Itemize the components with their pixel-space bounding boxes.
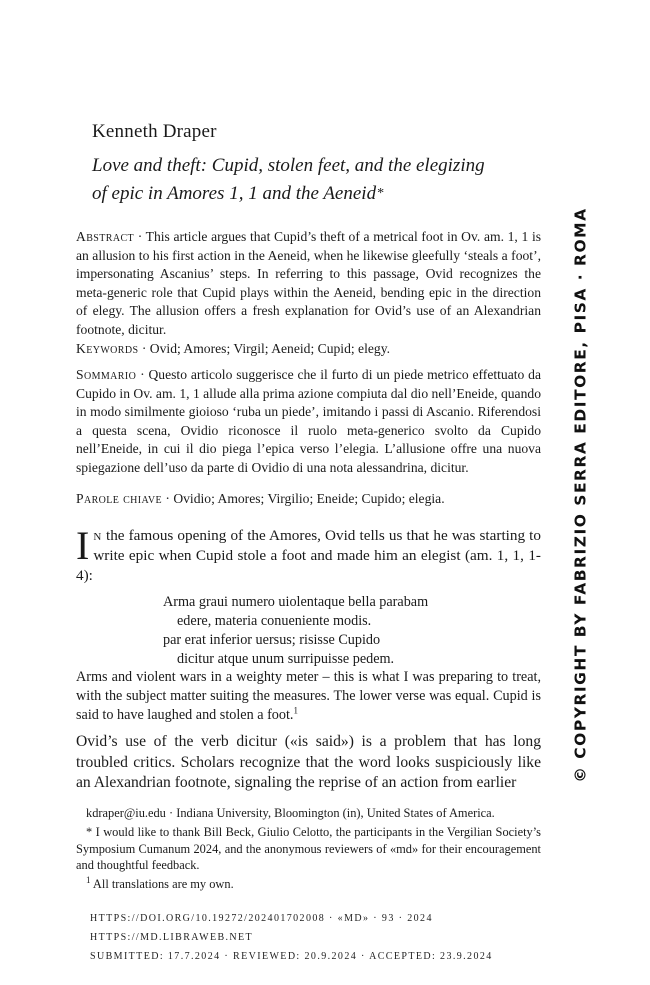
intro-text: the famous opening of the Amores, Ovid tells us that he was starting to write epic when Cupid stole a foot and made him an elegist (am. 1, 1, 1-4): (76, 527, 541, 584)
article-title (92, 152, 532, 208)
ack-marker: * (86, 825, 93, 840)
copyright-text: © COPYRIGHT BY FABRIZIO SERRA EDITORE, PISA · ROMA (572, 206, 590, 783)
translation-text: Arms and violent wars in a weighty meter – this is what I was preparing to treat, with the subject matter suiting the measures. The lower verse was equal. Cupid is said to have laughed and stolen a foot. (76, 669, 541, 723)
sommario-separator: · (136, 367, 149, 382)
keywords-text: Ovid; Amores; Virgil; Aeneid; Cupid; elegy. (149, 341, 391, 356)
ack-text: I would like to thank Bill Beck, Giulio Celotto, the participants in the Vergilian Society’s Symposium Cumanum 2024, and the anonymous reviewers of «md» for their encouragement and thoughtful feedback. (76, 825, 541, 872)
copyright-notice (566, 206, 596, 783)
verse-quotation (163, 593, 428, 669)
verse-line: edere, materia conueniente modis. (177, 613, 372, 629)
sommario (76, 366, 541, 478)
abstract-separator: · (134, 229, 146, 244)
footnote-1 (76, 876, 541, 892)
keywords (76, 340, 541, 359)
doi-line[interactable]: HTTPS://DOI.ORG/10.19272/202401702008 · «MD» · 93 · 2024 (90, 913, 433, 924)
abstract-label: Abstract (76, 229, 135, 244)
drop-cap: I (76, 523, 90, 568)
sommario-text: Questo articolo suggerisce che il furto di un piede metrico effettuato da Cupido in Ov. am. 1, 1 allude alla prima azione compiuta dal dio nell’Eneide, quando in modo similmente gioioso ‘ruba un piede’, imitando i passi di Ascanio. Riferendosi a questa scena, Ovidio riconosce il ruolo meta-generico svolto da Cupido nell’Eneide, in cui il dio piega l’epica verso l’elegia. L’allusione offre una nuova spiegazione dell’uso da parte di Ovidio di una nota alessandrina, dicitur. (76, 367, 542, 475)
parole-chiave (76, 490, 541, 509)
verse-line: Arma graui numero uiolentaque bella parabam (163, 594, 429, 610)
footnote-ref-1: 1 (293, 705, 298, 716)
parole-chiave-separator: · (161, 491, 174, 506)
title-line-2 (92, 180, 532, 208)
affiliation-note: kdraper@iu.edu · Indiana University, Bloomington (in), United States of America. (86, 806, 495, 820)
translation-paragraph (76, 668, 541, 725)
submission-dates: SUBMITTED: 17.7.2024 · REVIEWED: 20.9.2024 · ACCEPTED: 23.9.2024 (90, 951, 493, 962)
intro-paragraph (76, 523, 541, 586)
title-footnote-marker: * (377, 186, 385, 201)
journal-url[interactable]: HTTPS://MD.LIBRAWEB.NET (90, 932, 254, 943)
parole-chiave-text: Ovidio; Amores; Virgilio; Eneide; Cupido; elegia. (173, 491, 445, 506)
abstract-text: This article argues that Cupid’s theft of a metrical foot in Ov. am. 1, 1 is an allusion to his first action in the Aeneid, when he likewise gleefully ‘steals a foot’, impersonating Ascanius’ steps. In referring to this passage, Ovid recognizes the meta-generic role that Cupid plays within the Aeneid, bending epic in the direction of elegy. The allusion offers a fresh explanation for Ovid’s use of an Alexandrian footnote, dicitur. (76, 229, 542, 337)
verse-line: par erat inferior uersus; risisse Cupido (163, 632, 381, 648)
title-line-1: Love and theft: Cupid, stolen feet, and the elegizing (92, 155, 485, 176)
discussion-paragraph (76, 732, 541, 794)
abstract (76, 228, 541, 340)
parole-chiave-label: Parole chiave (76, 491, 162, 506)
keywords-separator: · (138, 341, 150, 356)
footnotes (76, 805, 541, 895)
keywords-label: Keywords (76, 341, 139, 356)
verse-line: dicitur atque unum surripuisse pedem. (177, 651, 395, 667)
intro-lead: n (93, 527, 102, 544)
title-line-2-text: of epic in Amores 1, 1 and the Aeneid (92, 183, 377, 204)
author-name: Kenneth Draper (92, 121, 217, 142)
acknowledgement-note (76, 824, 541, 873)
footnote-1-text: All translations are my own. (92, 877, 234, 892)
footnote-1-marker: 1 (86, 875, 91, 886)
discussion-text: Ovid’s use of the verb dicitur («is said») is a problem that has long troubled critics. Scholars recognize that the word looks suspiciously like an Alexandrian footnote, signaling the reprise of an action from earlier (76, 733, 541, 791)
sommario-label: Sommario (76, 367, 137, 382)
